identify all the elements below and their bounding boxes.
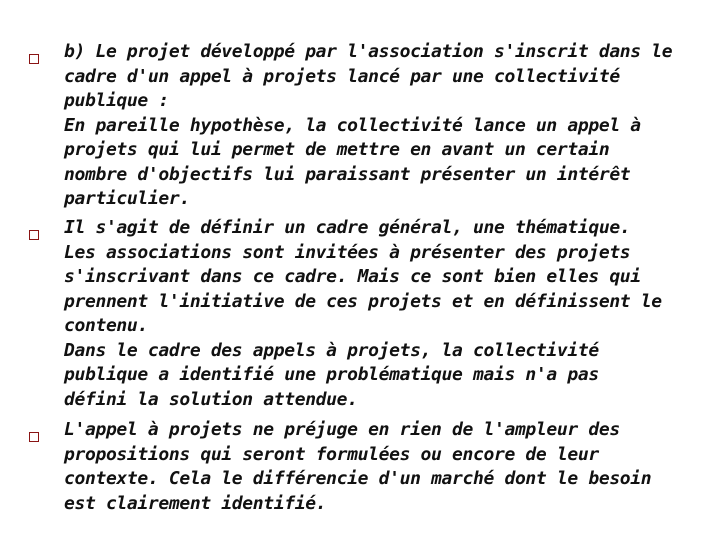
- text-line: Les associations sont invitées à présenter des projets: [64, 241, 631, 263]
- text-line: publique :: [64, 90, 169, 111]
- text-line: contenu.: [64, 315, 148, 336]
- text-line: défini la solution attendue.: [64, 388, 358, 410]
- text-line: prennent l'initiative de ces projets et en définissent le: [64, 290, 662, 312]
- square-bullet-icon: [29, 432, 39, 442]
- square-bullet-icon: [29, 54, 39, 64]
- text-line: contexte. Cela le différencie d'un marché dont le besoin: [64, 468, 652, 489]
- bullet-text-3: [64, 418, 704, 516]
- text-line: propositions qui seront formulées ou encore de leur: [64, 443, 599, 465]
- bullet-text-2: [64, 216, 704, 412]
- text-line: publique a identifié une problématique mais n'a pas: [64, 364, 599, 385]
- text-line: Il s'agit de définir un cadre général, une thématique.: [64, 217, 631, 238]
- text-line: L'appel à projets ne préjuge en rien de l'ampleur des: [64, 419, 620, 440]
- text-line: b) Le projet développé par l'association s'inscrit dans le: [64, 41, 673, 62]
- square-bullet-icon: [29, 230, 39, 240]
- text-line: particulier.: [64, 188, 190, 209]
- text-line: est clairement identifié.: [64, 492, 327, 514]
- text-line: s'inscrivant dans ce cadre. Mais ce sont bien elles qui: [64, 266, 641, 287]
- bullet-text-1: [64, 40, 704, 212]
- text-line: nombre d'objectifs lui paraissant présenter un intérêt: [64, 163, 631, 185]
- text-line: En pareille hypothèse, la collectivité lance un appel à: [64, 114, 641, 136]
- text-line: cadre d'un appel à projets lancé par une collectivité: [64, 65, 620, 87]
- text-line: projets qui lui permet de mettre en avant un certain: [64, 139, 610, 160]
- text-line: Dans le cadre des appels à projets, la collectivité: [64, 339, 599, 361]
